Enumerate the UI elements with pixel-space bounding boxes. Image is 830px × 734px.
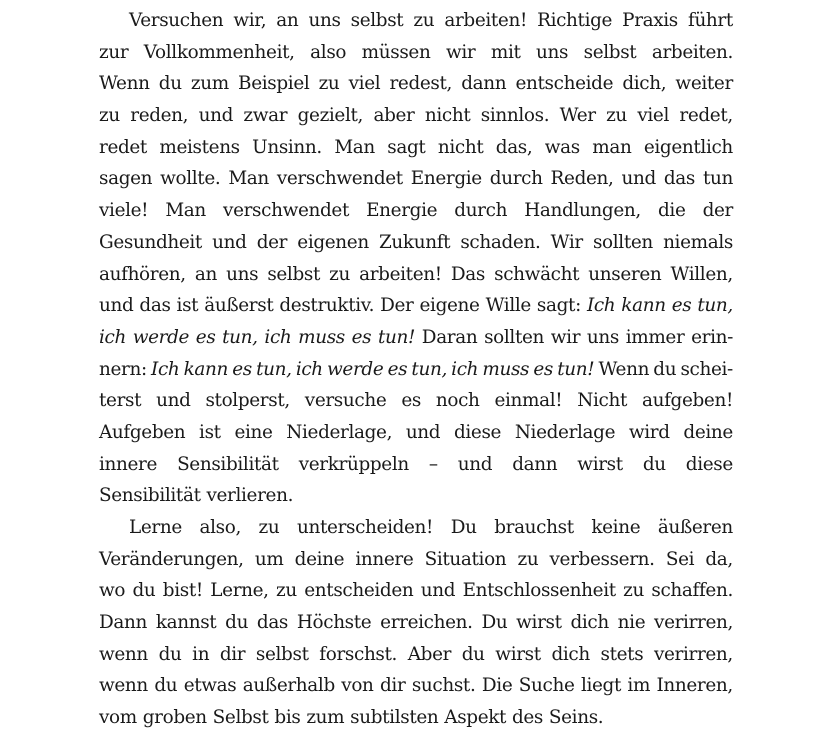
text-line: redet meistens Unsinn. Man sagt nicht das, was man eigentlich	[99, 136, 733, 158]
text-line: ich werde es tun, ich muss es tun! Daran sollten wir uns immer erin-	[99, 326, 733, 348]
text-line: terst und stolperst, versuche es noch einmal! Nicht aufgeben!	[99, 390, 733, 412]
text-line: Sensibilität verlieren.	[99, 485, 294, 507]
text-line: Aufgeben ist eine Niederlage, und diese Niederlage wird deine	[99, 421, 733, 443]
text-line: Wenn du zum Beispiel zu viel redest, dann entscheide dich, weiter	[99, 73, 733, 95]
text-line: innere Sensibilität verkrüppeln – und dann wirst du diese	[99, 453, 733, 475]
text-line: wenn du in dir selbst forschst. Aber du wirst dich stets verirren,	[99, 643, 733, 665]
text-line: zur Vollkommenheit, also müssen wir mit uns selbst arbeiten.	[99, 41, 733, 63]
paragraph	[99, 5, 733, 512]
text-line: viele! Man verschwendet Energie durch Handlungen, die der	[99, 200, 733, 222]
text-line: Dann kannst du das Höchste erreichen. Du wirst dich nie verirren,	[99, 612, 733, 634]
text-line: zu reden, und zwar gezielt, aber nicht sinnlos. Wer zu viel redet,	[99, 105, 733, 127]
text-line: Versuchen wir, an uns selbst zu arbeiten! Richtige Praxis führt	[129, 10, 733, 31]
text-line: nern: Ich kann es tun, ich werde es tun, ich muss es tun! Wenn du schei-	[99, 358, 733, 380]
paragraph	[99, 512, 733, 734]
text-line: vom groben Selbst bis zum subtilsten Aspekt des Seins.	[99, 707, 604, 729]
text-line: Veränderungen, um deine innere Situation zu verbessern. Sei da,	[99, 548, 733, 570]
text-line: Lerne also, zu unterscheiden! Du brauchst keine äußeren	[129, 517, 733, 538]
text-line: Gesundheit und der eigenen Zukunft schaden. Wir sollten niemals	[99, 231, 733, 253]
text-line: aufhören, an uns selbst zu arbeiten! Das schwächt unseren Willen,	[99, 263, 733, 285]
text-line: und das ist äußerst destruktiv. Der eigene Wille sagt: Ich kann es tun,	[99, 295, 733, 317]
text-line: sagen wollte. Man verschwendet Energie durch Reden, und das tun	[99, 168, 733, 190]
text-line: wenn du etwas außerhalb von dir suchst. Die Suche liegt im Inneren,	[99, 675, 733, 697]
text-page	[99, 5, 733, 734]
text-line: wo du bist! Lerne, zu entscheiden und Entschlossenheit zu schaffen.	[99, 580, 733, 602]
